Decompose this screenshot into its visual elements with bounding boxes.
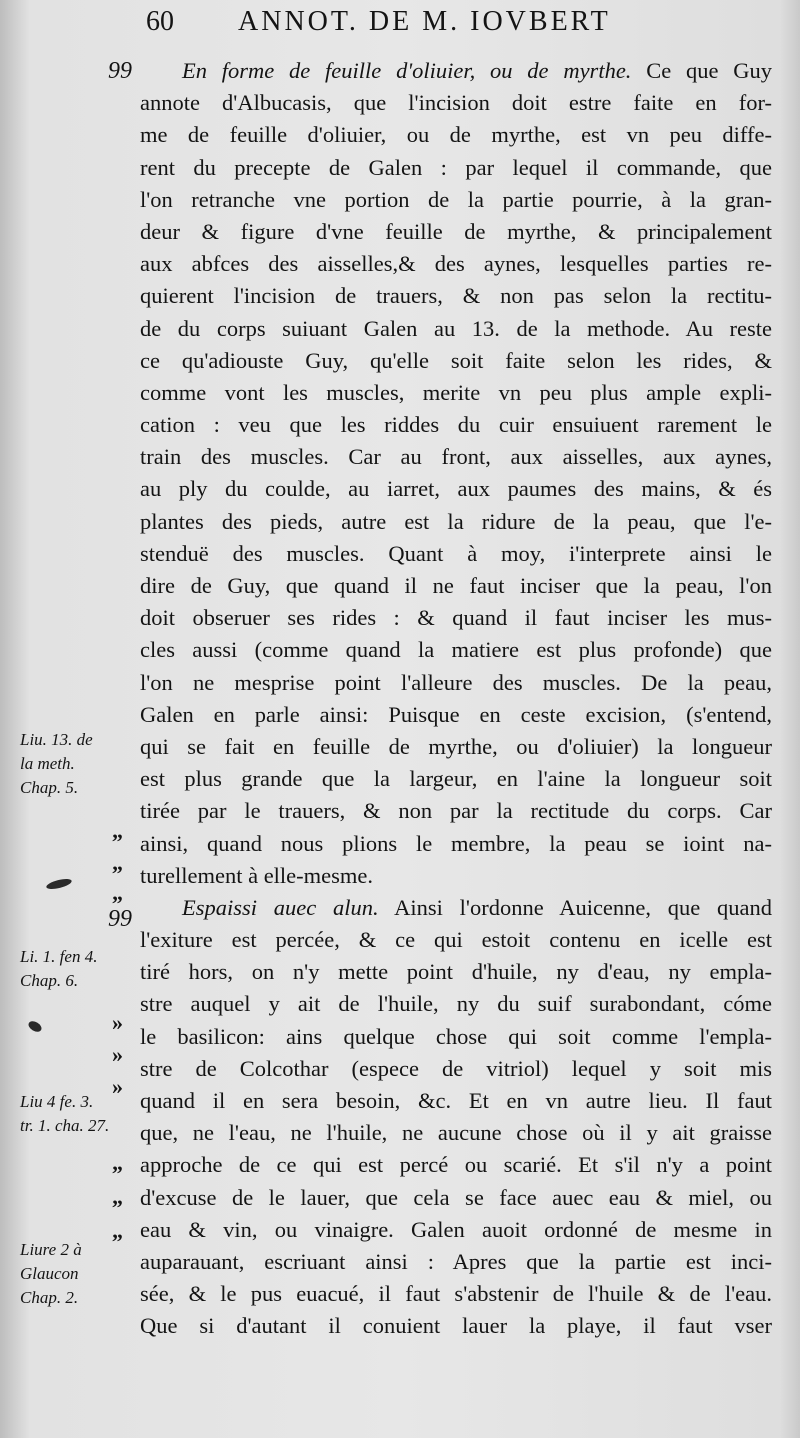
quote-mark: „ xyxy=(112,880,123,905)
text-line: d'excuse de le lauer, que cela se face auec eau & miel, ou xyxy=(140,1184,772,1210)
ink-blot xyxy=(45,877,72,891)
text-line: plantes des pieds, autre est la ridure de la peau, que l'e- xyxy=(140,508,772,534)
text-line: Que si d'autant il conuient lauer la playe, il faut vser xyxy=(140,1313,772,1339)
text-line: annote d'Albucasis, que l'incision doit estre faite en for- xyxy=(140,90,772,116)
text-line: que, ne l'eau, ne l'huile, ne aucune chose où il y ait graisse xyxy=(140,1120,772,1146)
section-marker-1: 99 xyxy=(108,58,132,84)
quote-mark: „ xyxy=(112,1184,123,1209)
side-note-line: Glaucon xyxy=(20,1264,79,1283)
text-line: turellement à elle-mesme. xyxy=(140,862,374,888)
section-marker-2: 99 xyxy=(108,906,132,932)
text-line: tirée par le trauers, & non par la rectitude du corps. Car xyxy=(140,798,772,824)
text-line: approche de ce qui est percé ou scarié. Et s'il n'y a point xyxy=(140,1152,772,1178)
side-note-line: Chap. 6. xyxy=(20,971,79,990)
page-header xyxy=(0,6,800,46)
quote-mark: „ xyxy=(112,818,123,843)
text-line: de du corps suiuant Galen au 13. de la methode. Au reste xyxy=(140,315,772,341)
text-line: Galen en parle ainsi: Puisque en ceste excision, (s'entend, xyxy=(140,701,772,727)
quote-mark: „ xyxy=(112,1150,123,1175)
text-line: comme vont les muscles, merite vn peu plus ample expli- xyxy=(140,379,772,405)
side-note-2 xyxy=(20,945,136,993)
text-line: ce qu'adiouste Guy, qu'elle soit faite selon les rides, & xyxy=(140,347,772,373)
text-line: est plus grande que la largeur, en l'aine la longueur soit xyxy=(140,766,772,792)
quote-mark: „ xyxy=(112,1218,123,1243)
text-line: eau & vin, ou vinaigre. Galen auoit ordonné de mesme in xyxy=(140,1216,772,1242)
text-line: train des muscles. Car au front, aux aisselles, aux aynes, xyxy=(140,444,772,470)
text-line: En forme de feuille d'oliuier, ou de myrthe. Ce que Guy xyxy=(182,58,772,83)
text-line: le basilicon: ains quelque chose qui soit comme l'empla- xyxy=(140,1023,772,1049)
text-line: auparauant, escriuant ainsi : Apres que la partie est inci- xyxy=(140,1248,772,1274)
text-line: ainsi, quand nous plions le membre, la peau se ioint na- xyxy=(140,830,772,856)
lemma: En forme de feuille d'oliuier, ou de myrthe. xyxy=(182,58,632,83)
text-line: l'exiture est percée, & ce qui estoit contenu en icelle est xyxy=(140,927,772,953)
side-note-line: Liure 2 à xyxy=(20,1240,82,1259)
text-line: l'on retranche vne portion de la partie pourrie, à la gran- xyxy=(140,186,772,212)
side-note-line: Liu 4 fe. 3. xyxy=(20,1092,94,1111)
side-note-line: Li. 1. fen 4. xyxy=(20,947,98,966)
text-line: tiré hors, on n'y mette point d'huile, ny d'eau, ny empla- xyxy=(140,959,772,985)
text-line: qui se fait en feuille de myrthe, ou d'oliuier) la longueur xyxy=(140,733,772,759)
side-note-1 xyxy=(20,728,136,800)
quote-mark: » xyxy=(112,1042,123,1067)
text-line: au ply du coulde, au iarret, aux paumes des mains, & és xyxy=(140,476,772,502)
text-line: aux abfces des aisselles,& des aynes, lesquelles parties re- xyxy=(140,251,772,277)
lemma: Espaissi auec alun. xyxy=(182,894,379,920)
text-line: l'on ne mesprise point l'alleure des muscles. De la peau, xyxy=(140,669,772,695)
text-line: Espaissi auec alun. Ainsi l'ordonne Auicenne, que quand xyxy=(182,894,772,920)
text-line: cation : veu que les riddes du cuir ensuiuent rarement le xyxy=(140,412,772,438)
text-line: stre auquel y ait de l'huile, ny du suif surabondant, cóme xyxy=(140,991,772,1017)
quote-mark: » xyxy=(112,1010,123,1035)
text-line: sée, & le pus euacué, il faut s'abstenir de l'huile & de l'eau. xyxy=(140,1281,772,1307)
side-note-line: Chap. 2. xyxy=(20,1288,79,1307)
side-note-line: tr. 1. cha. 27. xyxy=(20,1116,110,1135)
ink-blot xyxy=(27,1019,44,1034)
quote-mark: » xyxy=(112,1074,123,1099)
quote-mark: „ xyxy=(112,850,123,875)
text-line: stre de Colcothar (espece de vitriol) lequel y soit mis xyxy=(140,1055,772,1081)
side-note-line: Liu. 13. de xyxy=(20,730,93,749)
text-line: dire de Guy, que quand il ne faut inciser que la peau, l'on xyxy=(140,573,772,598)
text-line: rent du precepte de Galen : par lequel il commande, que xyxy=(140,154,772,180)
page-number: 60 xyxy=(146,6,174,37)
main-text xyxy=(140,55,772,1343)
text-line: quand il en sera besoin, &c. Et en vn autre lieu. Il faut xyxy=(140,1088,772,1113)
text-line: stenduë des muscles. Quant à moy, i'interprete ainsi le xyxy=(140,540,772,566)
side-note-4 xyxy=(20,1238,136,1310)
side-note-line: Chap. 5. xyxy=(20,778,79,797)
text-line: deur & figure d'vne feuille de myrthe, & principalement xyxy=(140,218,772,244)
text-line: me de feuille d'oliuier, ou de myrthe, est vn peu diffe- xyxy=(140,122,772,148)
text-line: quierent l'incision de trauers, & non pas selon la rectitu- xyxy=(140,283,772,309)
text-line: doit obseruer ses rides : & quand il faut inciser les mus- xyxy=(140,605,772,631)
running-head: ANNOT. DE M. IOVBERT xyxy=(238,6,611,37)
text-line: cles aussi (comme quand la matiere est plus profonde) que xyxy=(140,637,772,663)
side-note-line: la meth. xyxy=(20,754,75,773)
